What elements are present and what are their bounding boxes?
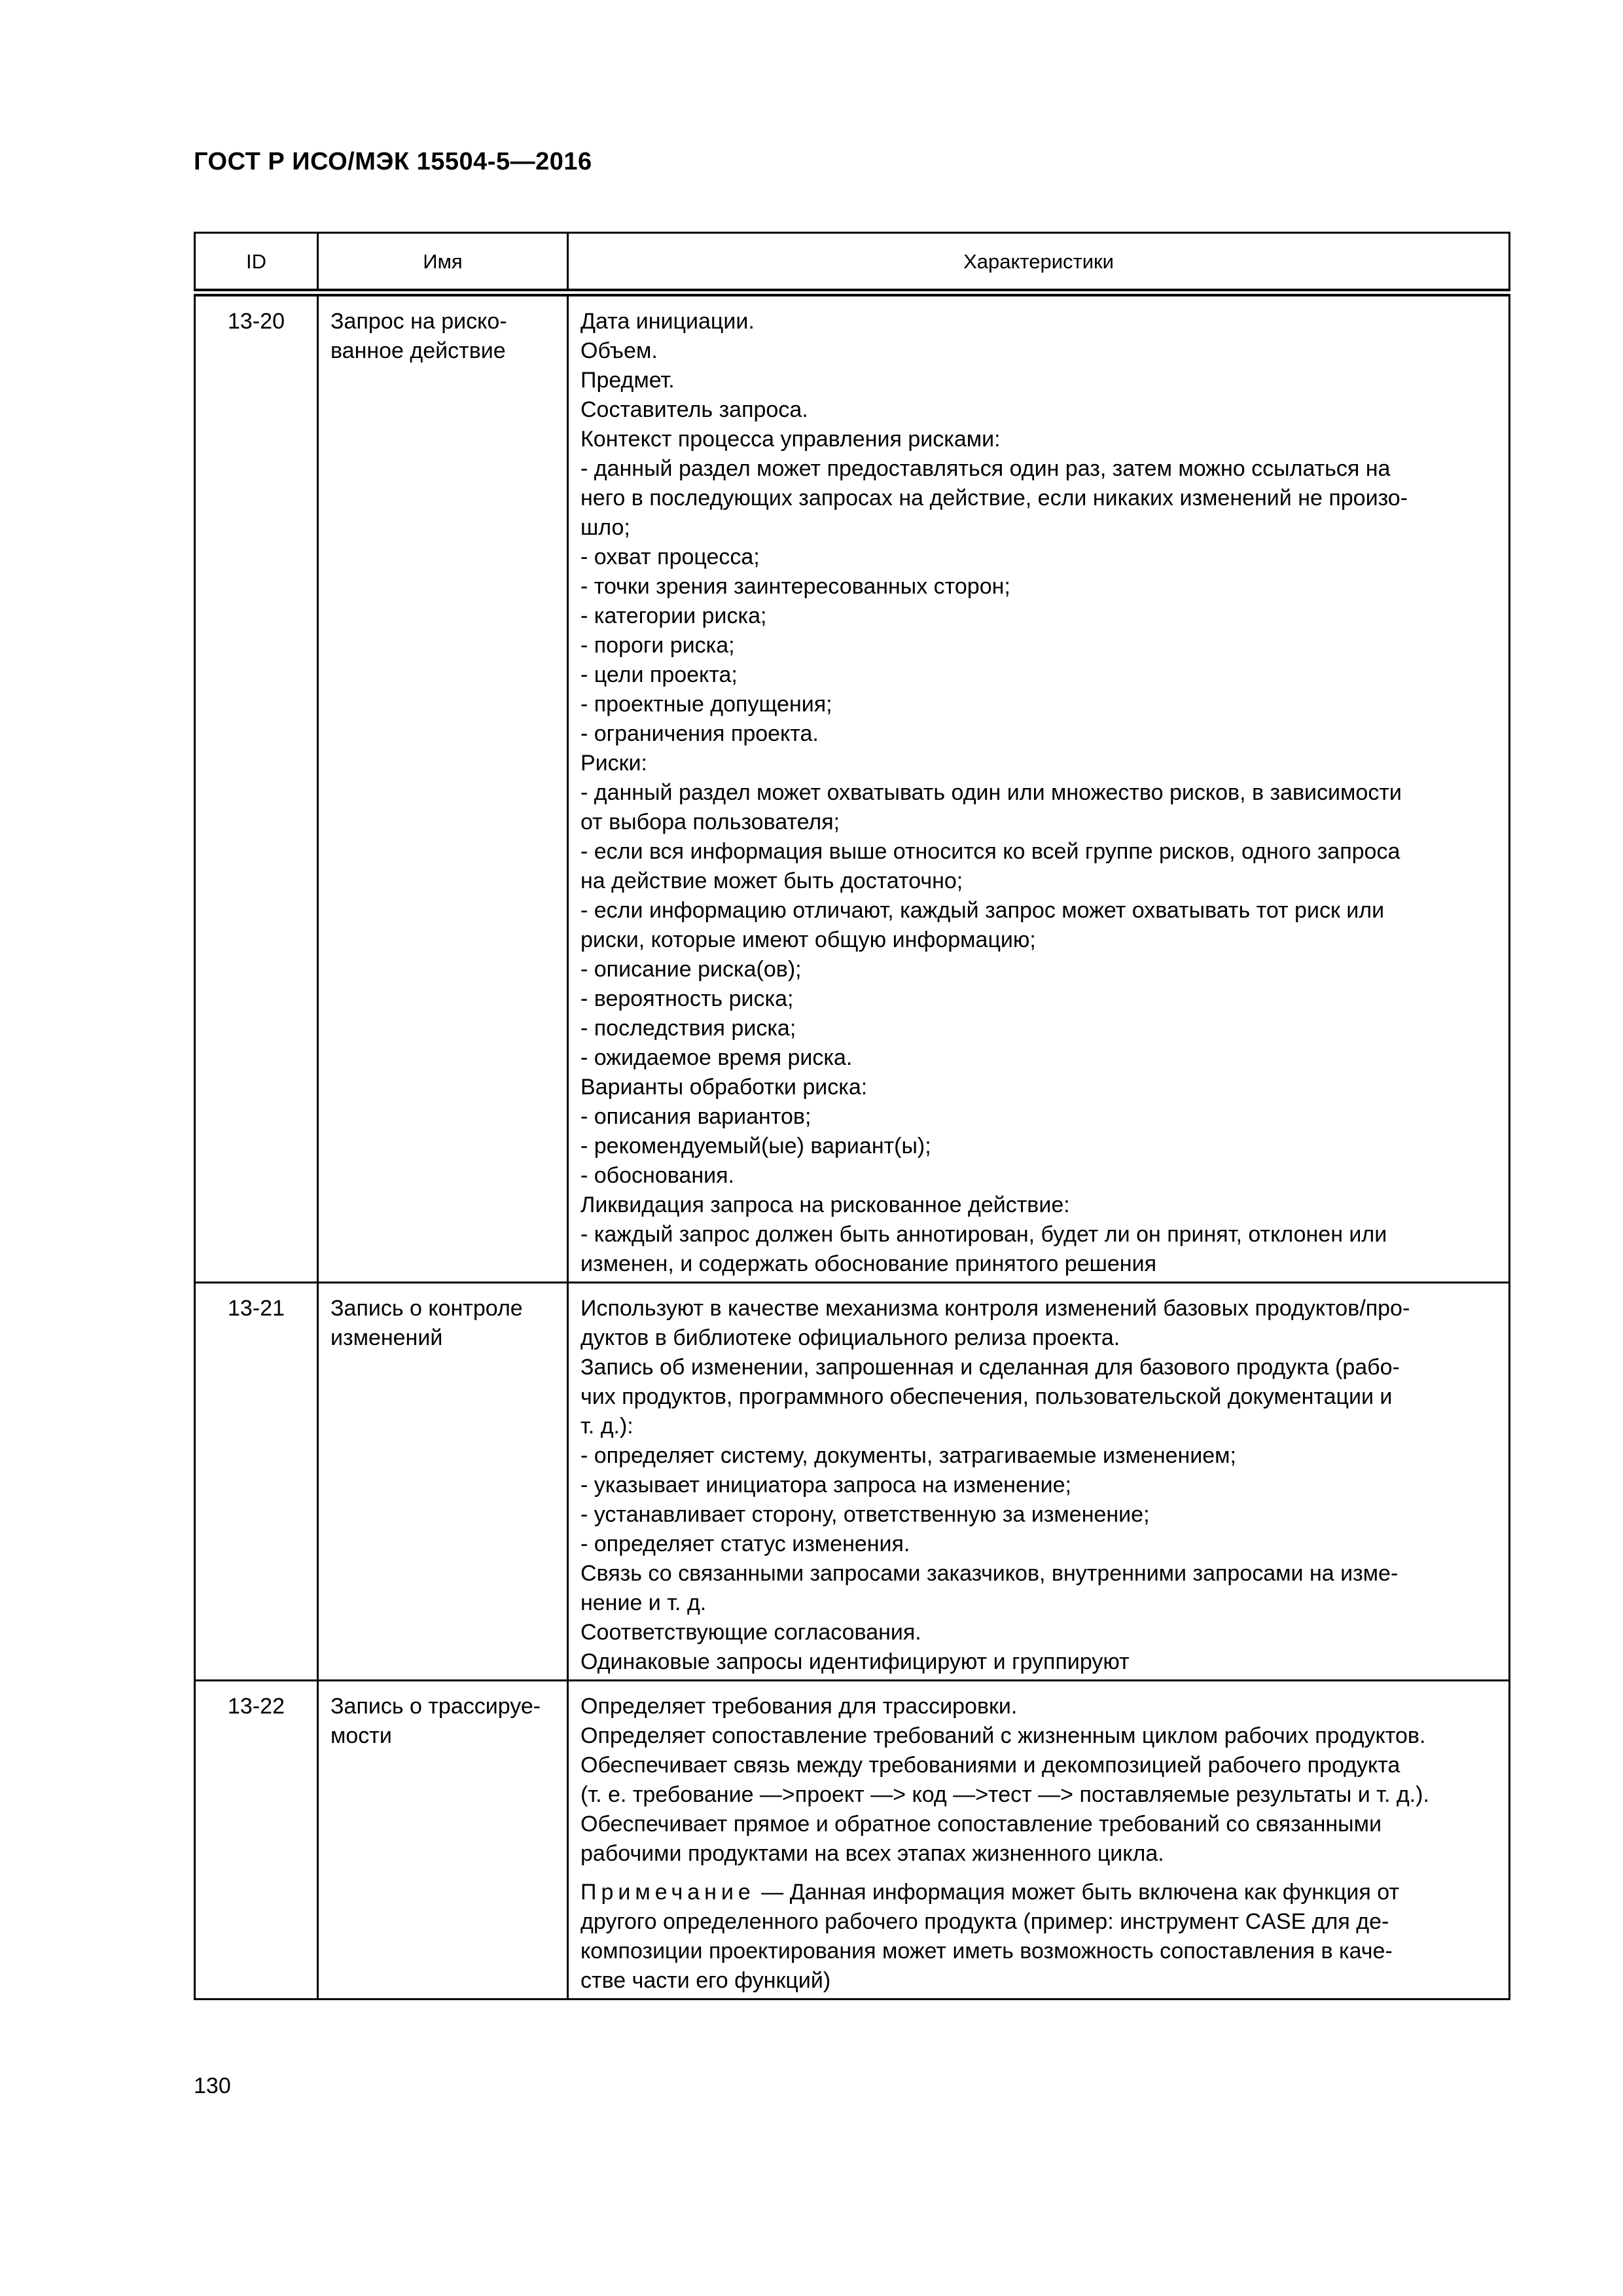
characteristic-line: - данный раздел может охватывать один или множество рисков, в зависимости — [580, 780, 1402, 805]
characteristic-line: нение и т. д. — [580, 1590, 707, 1615]
characteristic-line: - ограничения проекта. — [580, 721, 819, 746]
characteristic-line: - пороги риска; — [580, 633, 735, 658]
note-label: Примечание — [580, 1880, 755, 1905]
row-characteristics — [568, 293, 1510, 1283]
characteristic-line: - описание риска(ов); — [580, 957, 802, 982]
row-id: 13-22 — [195, 1681, 318, 2000]
row-name-line: Запрос на риско- — [330, 309, 507, 334]
characteristic-line: него в последующих запросах на действие, если никаких изменений не произо- — [580, 486, 1408, 511]
characteristic-line: на действие может быть достаточно; — [580, 869, 963, 893]
row-name-line: изменений — [330, 1325, 443, 1350]
row-name-line: мости — [330, 1723, 392, 1748]
characteristic-line: - если информацию отличают, каждый запрос может охватывать тот риск или — [580, 898, 1385, 923]
characteristic-line: - устанавливает сторону, ответственную за изменение; — [580, 1502, 1150, 1527]
header-id: ID — [195, 233, 318, 293]
characteristic-line: Используют в качестве механизма контроля изменений базовых продуктов/про- — [580, 1296, 1410, 1321]
note-text: — Данная информация может быть включена как функция от — [755, 1880, 1400, 1905]
table-row — [195, 1681, 1510, 2000]
characteristic-line: Варианты обработки риска: — [580, 1075, 868, 1100]
characteristic-line: чих продуктов, программного обеспечения, пользовательской документации и — [580, 1384, 1393, 1409]
characteristic-line: - категории риска; — [580, 603, 767, 628]
page-number: 130 — [194, 2073, 231, 2098]
header-name: Имя — [318, 233, 568, 293]
row-name-line: Запись о трассируе- — [330, 1694, 541, 1719]
characteristic-line: Запись об изменении, запрошенная и сделанная для базового продукта (рабо- — [580, 1355, 1400, 1380]
characteristic-line: - вероятность риска; — [580, 986, 794, 1011]
row-id: 13-20 — [195, 293, 318, 1283]
characteristic-line: - данный раздел может предоставляться один раз, затем можно ссылаться на — [580, 456, 1391, 481]
characteristic-line: шло; — [580, 515, 630, 540]
characteristic-line: Риски: — [580, 751, 647, 776]
table-header-row — [195, 233, 1510, 293]
characteristic-line: Дата инициации. — [580, 309, 755, 334]
table-row — [195, 293, 1510, 1283]
characteristic-line: изменен, и содержать обоснование принятого решения — [580, 1251, 1156, 1276]
characteristic-line: - указывает инициатора запроса на изменение; — [580, 1473, 1071, 1498]
row-name-line: ванное действие — [330, 338, 506, 363]
characteristic-line: - обоснования. — [580, 1163, 734, 1188]
characteristic-line: Составитель запроса. — [580, 397, 808, 422]
characteristic-line: - определяет систему, документы, затрагиваемые изменением; — [580, 1443, 1237, 1468]
table-row — [195, 1283, 1510, 1681]
characteristic-line: - последствия риска; — [580, 1016, 796, 1041]
document-header: ГОСТ Р ИСО/МЭК 15504-5—2016 — [194, 148, 592, 175]
work-products-table — [194, 232, 1510, 2000]
row-id: 13-21 — [195, 1283, 318, 1681]
characteristic-line: т. д.): — [580, 1414, 633, 1439]
row-characteristics — [568, 1283, 1510, 1681]
characteristic-line: - рекомендуемый(ые) вариант(ы); — [580, 1134, 931, 1158]
characteristic-line: от выбора пользователя; — [580, 810, 840, 834]
note-line: композиции проектирования может иметь возможность сопоставления в каче- — [580, 1939, 1393, 1964]
characteristic-line: Обеспечивает прямое и обратное сопоставление требований со связанными — [580, 1812, 1382, 1837]
characteristic-line: Обеспечивает связь между требованиями и декомпозицией рабочего продукта — [580, 1753, 1400, 1778]
characteristic-line: Объем. — [580, 338, 658, 363]
characteristic-line: - определяет статус изменения. — [580, 1532, 910, 1556]
characteristic-line: - охват процесса; — [580, 545, 760, 569]
table-body — [195, 293, 1510, 2000]
characteristic-line: Определяет сопоставление требований с жизненным циклом рабочих продуктов. — [580, 1723, 1426, 1748]
note-line — [580, 1878, 1498, 1907]
header-characteristics: Характеристики — [568, 233, 1510, 293]
characteristic-line: - цели проекта; — [580, 662, 738, 687]
row-name — [318, 1681, 568, 2000]
note-line: другого определенного рабочего продукта (пример: инструмент CASE для де- — [580, 1909, 1389, 1934]
characteristic-line: риски, которые имеют общую информацию; — [580, 927, 1036, 952]
characteristic-line: рабочими продуктами на всех этапах жизненного цикла. — [580, 1841, 1164, 1866]
characteristic-line: (т. е. требование —>проект —> код —>тест —> поставляемые результаты и т. д.). — [580, 1782, 1429, 1807]
row-characteristics — [568, 1681, 1510, 2000]
characteristic-line: - проектные допущения; — [580, 692, 832, 717]
characteristic-line: Ликвидация запроса на рискованное действие: — [580, 1193, 1070, 1217]
characteristic-line: Связь со связанными запросами заказчиков, внутренними запросами на изме- — [580, 1561, 1399, 1586]
row-name — [318, 1283, 568, 1681]
characteristic-line: - каждый запрос должен быть аннотирован, будет ли он принят, отклонен или — [580, 1222, 1387, 1247]
characteristic-line: Контекст процесса управления рисками: — [580, 427, 1001, 452]
characteristic-line: - точки зрения заинтересованных сторон; — [580, 574, 1010, 599]
characteristic-line: - описания вариантов; — [580, 1104, 812, 1129]
characteristic-line: - ожидаемое время риска. — [580, 1045, 853, 1070]
characteristic-line: Соответствующие согласования. — [580, 1620, 921, 1645]
row-name-line: Запись о контроле — [330, 1296, 523, 1321]
row-name — [318, 293, 568, 1283]
characteristic-line: Определяет требования для трассировки. — [580, 1694, 1018, 1719]
characteristic-line: дуктов в библиотеке официального релиза проекта. — [580, 1325, 1120, 1350]
row-note — [580, 1878, 1498, 1996]
characteristic-line: Предмет. — [580, 368, 675, 393]
characteristic-line: Одинаковые запросы идентифицируют и группируют — [580, 1649, 1130, 1674]
note-line: стве части его функций) — [580, 1968, 831, 1993]
characteristic-line: - если вся информация выше относится ко всей группе рисков, одного запроса — [580, 839, 1400, 864]
